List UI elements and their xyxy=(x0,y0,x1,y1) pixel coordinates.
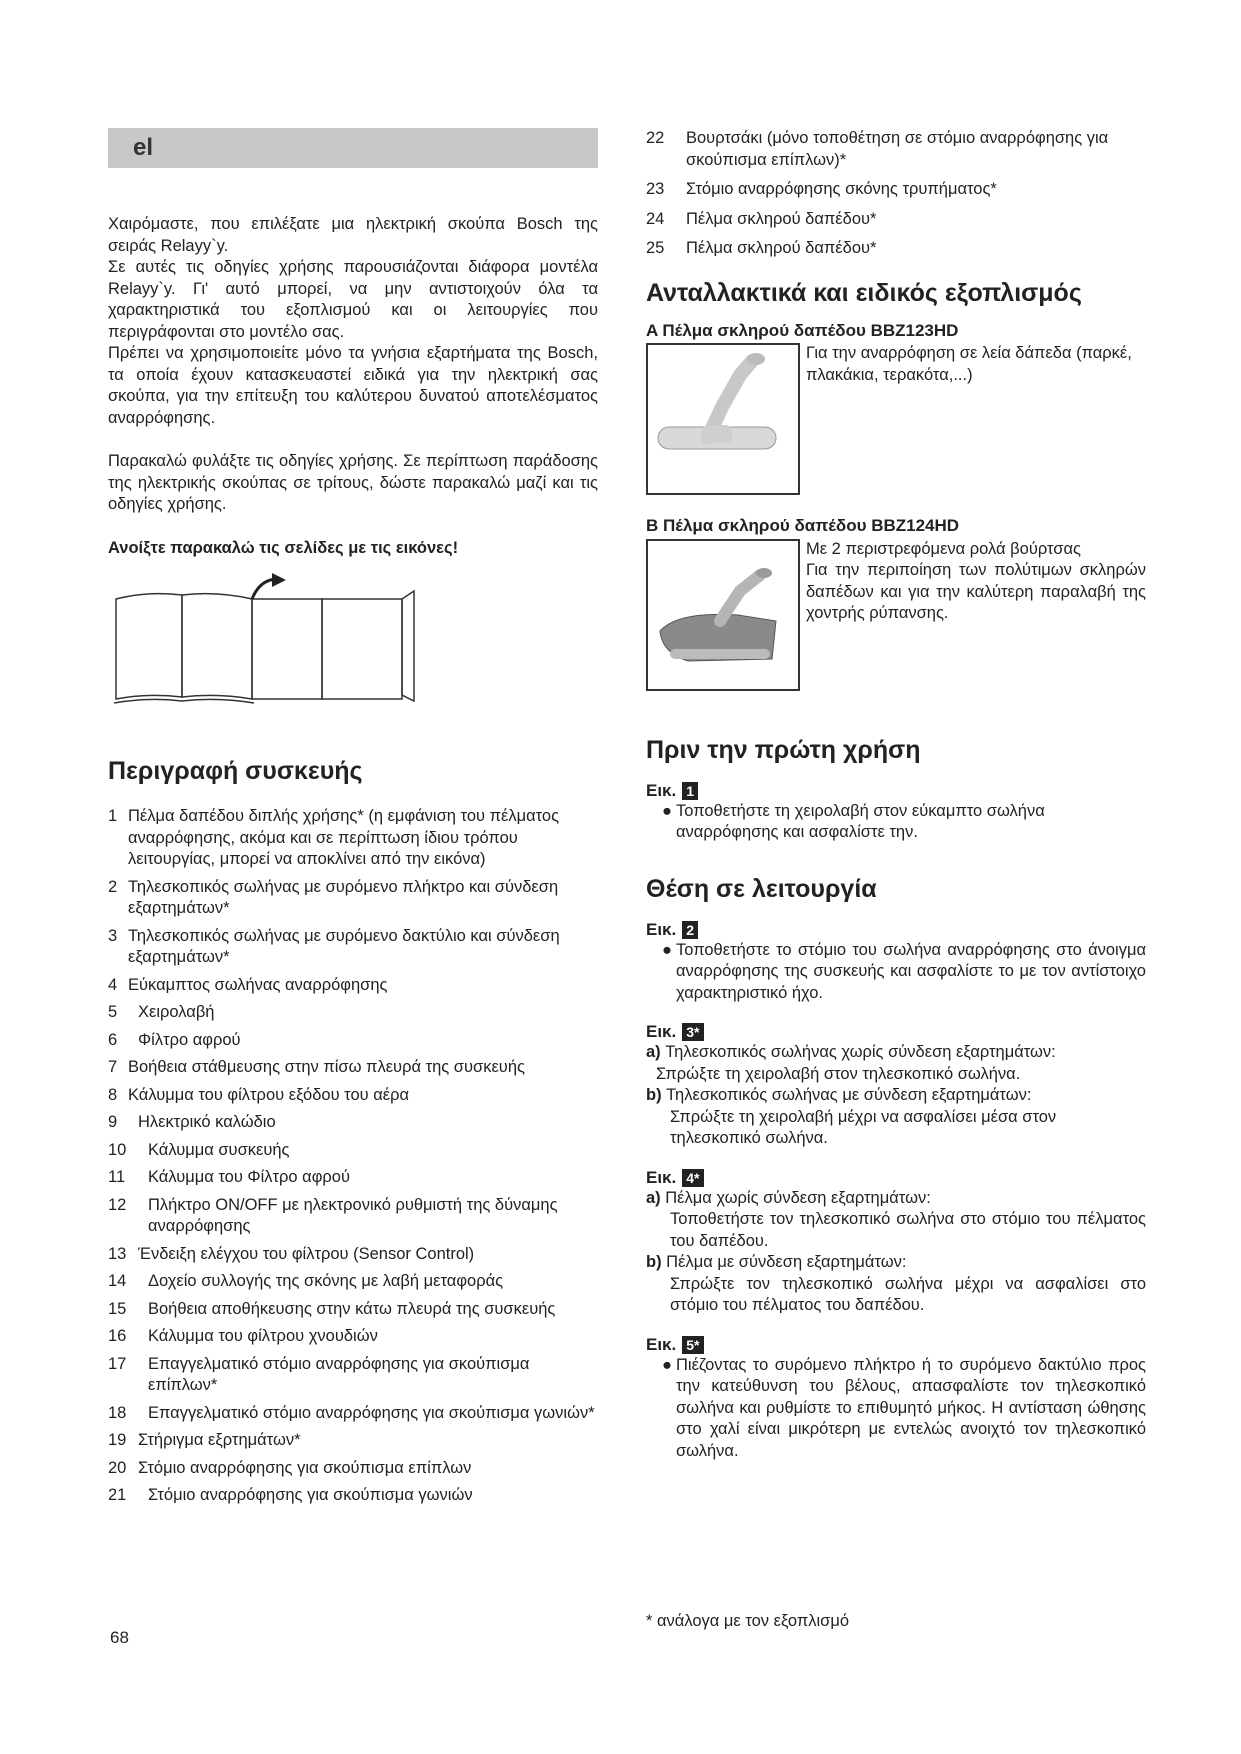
floor-nozzle-b-image xyxy=(646,539,800,691)
operation-title: Θέση σε λειτουργία xyxy=(646,874,877,903)
language-code: el xyxy=(133,134,154,161)
intro-paragraph-3: Πρέπει να χρησιμοποιείτε μόνο τα γνήσια εξαρτήματα της Bosch, τα οποία έχουν κατασκευαστεί ειδικά για την ηλεκτρική σας σκούπα, για την επίτευξη του καλύτερου δυνατού αποτελέσματος αναρρόφησης. xyxy=(108,344,598,427)
list-item: 14 Δοχείο συλλογής της σκόνης με λαβή μεταφοράς xyxy=(108,1272,504,1290)
list-item: 25 Πέλμα σκληρού δαπέδου* xyxy=(646,239,877,257)
intro-paragraph-4: Παρακαλώ φυλάξτε τις οδηγίες χρήσης. Σε περίπτωση παράδοσης της ηλεκτρικής σκούπας σε τρίτους, δώστε παρακαλώ μαζί και τις οδηγίες χρήσης. xyxy=(108,452,598,513)
description-list xyxy=(108,806,598,1507)
figure-badge: 3* xyxy=(682,1023,703,1041)
figure-badge: 2 xyxy=(682,921,698,939)
list-item: 16 Κάλυμμα του φίλτρου χνουδιών xyxy=(108,1327,378,1345)
list-item: 19 Στήριγμα εξρτημάτων* xyxy=(108,1431,301,1449)
list-item: 11 Κάλυμμα του Φίλτρο αφρού xyxy=(108,1168,350,1186)
open-pages-illustration xyxy=(112,573,598,718)
list-item: 15 Βοήθεια αποθήκευσης στην κάτω πλευρά της συσκευής xyxy=(108,1299,556,1318)
figure-4-a: a) Πέλμα χωρίς σύνδεση εξαρτημάτων: xyxy=(646,1188,931,1207)
figure-2-label: Εικ. 2 xyxy=(646,920,1146,940)
list-item: 6 Φίλτρο αφρού xyxy=(108,1030,241,1049)
list-item: 10 Κάλυμμα συσκευής xyxy=(108,1140,290,1159)
figure-5-label: Εικ. 5* xyxy=(646,1335,1146,1355)
accessory-b-text-1: Με 2 περιστρεφόμενα ρολά βούρτσας xyxy=(806,539,1081,558)
accessory-b-title: B Πέλμα σκληρού δαπέδου BBZ124HD xyxy=(646,516,960,535)
list-item: 7 Βοήθεια στάθμευσης στην πίσω πλευρά της συσκευής xyxy=(108,1058,525,1076)
figure-3-label: Εικ. 3* xyxy=(646,1022,1146,1042)
list-item: 5 Χειρολαβή xyxy=(108,1003,215,1021)
first-use-title: Πριν την πρώτη χρήση xyxy=(646,735,921,764)
figure-badge: 1 xyxy=(682,782,698,800)
list-item: 22 Βουρτσάκι (μόνο τοποθέτηση σε στόμιο αναρρόφησης για σκούπισμα επίπλων)* xyxy=(646,129,1109,169)
figure-3-b: b) Τηλεσκοπικός σωλήνας με σύνδεση εξαρτημάτων: xyxy=(646,1086,1032,1104)
figure-1-text: ● Τοποθετήστε τη χειρολαβή στον εύκαμπτο σωλήνα αναρρόφησης και ασφαλίστε την. xyxy=(662,801,1045,841)
figure-2-text: ● Τοποθετήστε το στόμιο του σωλήνα αναρρόφησης στο άνοιγμα αναρρόφησης της συσκευής και ασφαλίστε το με τον αντίστοιχο χαρακτηριστικό ήχο. xyxy=(662,940,1146,1002)
list-item: 8 Κάλυμμα του φίλτρου εξόδου του αέρα xyxy=(108,1085,410,1104)
list-item: 24 Πέλμα σκληρού δαπέδου* xyxy=(646,209,877,228)
accessory-b xyxy=(646,539,1146,691)
figure-badge: 4* xyxy=(682,1169,703,1187)
list-item: 4 Εύκαμπτος σωλήνας αναρρόφησης xyxy=(108,975,388,994)
figure-4-a-text: Τοποθετήστε τον τηλεσκοπικό σωλήνα στο στόμιο του πέλματος του δαπέδου. xyxy=(670,1210,1146,1250)
figure-1-label: Εικ. 1 xyxy=(646,781,1146,801)
list-item: 21 Στόμιο αναρρόφησης για σκούπισμα γωνιών xyxy=(108,1486,473,1504)
list-item: 17 Επαγγελματικό στόμιο αναρρόφησης για σκούπισμα επίπλων* xyxy=(108,1354,530,1394)
figure-4-label: Εικ. 4* xyxy=(646,1168,1146,1188)
accessory-b-text-2: Για την περιποίηση των πολύτιμων σκληρών δαπέδων και για την καλύτερη παραλαβή της χοντρής ρύπανσης. xyxy=(806,561,1146,622)
list-item: 13 Ένδειξη ελέγχου του φίλτρου (Sensor Control) xyxy=(108,1244,475,1263)
right-column xyxy=(646,128,1146,1462)
list-item: 3 Τηλεσκοπικός σωλήνας με συρόμενο δακτύλιο και σύνδεση εξαρτημάτων* xyxy=(108,926,560,966)
footnote: * ανάλογα με τον εξοπλισμό xyxy=(646,1612,850,1630)
figure-3-b-text: Σπρώξτε τη χειρολαβή μέχρι να ασφαλίσει μέσα στον τηλεσκοπικό σωλήνα. xyxy=(670,1107,1057,1147)
page-number: 68 xyxy=(110,1628,129,1647)
intro-paragraph-2: Σε αυτές τις οδηγίες χρήσης παρουσιάζονται διάφορα μοντέλα Relayy`y. Γι' αυτό μπορεί, να μην αντιστοιχούν όλα τα χαρακτηριστικά του εξοπλισμού και οι λειτουργίες που περιγράφονται στο μοντέλο σας. xyxy=(108,258,598,341)
figure-4-b-text: Σπρώξτε τον τηλεσκοπικό σωλήνα μέχρι να ασφαλίσει στο στόμιο του πέλματος του δαπέδου. xyxy=(670,1274,1146,1314)
left-column xyxy=(108,128,598,1513)
figure-5-text: ● Πιέζοντας το συρόμενο πλήκτρο ή το συρόμενο δακτύλιο προς την κατεύθυνση του βέλους, απασφαλίστε τον τηλεσκοπικό σωλήνα και ρυθμίστε το επιθυμητό μήκος. Η αντίσταση ώθησης στο χαλί είναι μικρότερη με εντελώς ανοιχτό τον τηλεσκοπικό σωλήνα. xyxy=(662,1355,1146,1460)
language-bar xyxy=(108,128,598,168)
accessories-title: Ανταλλακτικά και ειδικός εξοπλισμός xyxy=(646,278,1082,307)
list-item: 20 Στόμιο αναρρόφησης για σκούπισμα επίπλων xyxy=(108,1458,472,1477)
accessory-b-text xyxy=(800,539,1146,691)
description-title: Περιγραφή συσκευής xyxy=(108,757,363,785)
list-item: 1 Πέλμα δαπέδου διπλής χρήσης* (η εμφάνιση του πέλματος αναρρόφησης, ακόμα και σε περίπτωση ίδιου τρόπου λειτουργίας, μπορεί να αποκλίνει από την εικόνα) xyxy=(108,807,560,868)
description-list-continued xyxy=(646,128,1146,260)
figure-3-a-text: Σπρώξτε τη χειρολαβή στον τηλεσκοπικό σωλήνα. xyxy=(656,1064,1021,1083)
list-item: 18 Επαγγελματικό στόμιο αναρρόφησης για σκούπισμα γωνιών* xyxy=(108,1403,595,1422)
figure-badge: 5* xyxy=(682,1336,703,1354)
floor-nozzle-a-image xyxy=(646,343,800,495)
list-item: 23 Στόμιο αναρρόφησης σκόνης τρυπήματος* xyxy=(646,180,997,198)
accessory-a-title: A Πέλμα σκληρού δαπέδου BBZ123HD xyxy=(646,320,959,340)
figure-4-b: b) Πέλμα με σύνδεση εξαρτημάτων: xyxy=(646,1253,907,1271)
accessory-a xyxy=(646,343,1146,495)
list-item: 2 Τηλεσκοπικός σωλήνας με συρόμενο πλήκτρο και σύνδεση εξαρτημάτων* xyxy=(108,877,559,917)
intro-paragraph-1: Χαιρόμαστε, που επιλέξατε μια ηλεκτρική σκούπα Bosch της σειράς Relayy`y. xyxy=(108,215,598,255)
accessory-a-text: Για την αναρρόφηση σε λεία δάπεδα (παρκέ, πλακάκια, τερακότα,...) xyxy=(806,344,1132,384)
open-pages-note: Ανοίξτε παρακαλώ τις σελίδες με τις εικόνες! xyxy=(108,538,459,557)
list-item: 9 Ηλεκτρικό καλώδιο xyxy=(108,1113,276,1131)
figure-3-a: a) Τηλεσκοπικός σωλήνας χωρίς σύνδεση εξαρτημάτων: xyxy=(646,1043,1056,1061)
list-item: 12 Πλήκτρο ON/OFF με ηλεκτρονικό ρυθμιστή της δύναμης αναρρόφησης xyxy=(108,1195,558,1235)
